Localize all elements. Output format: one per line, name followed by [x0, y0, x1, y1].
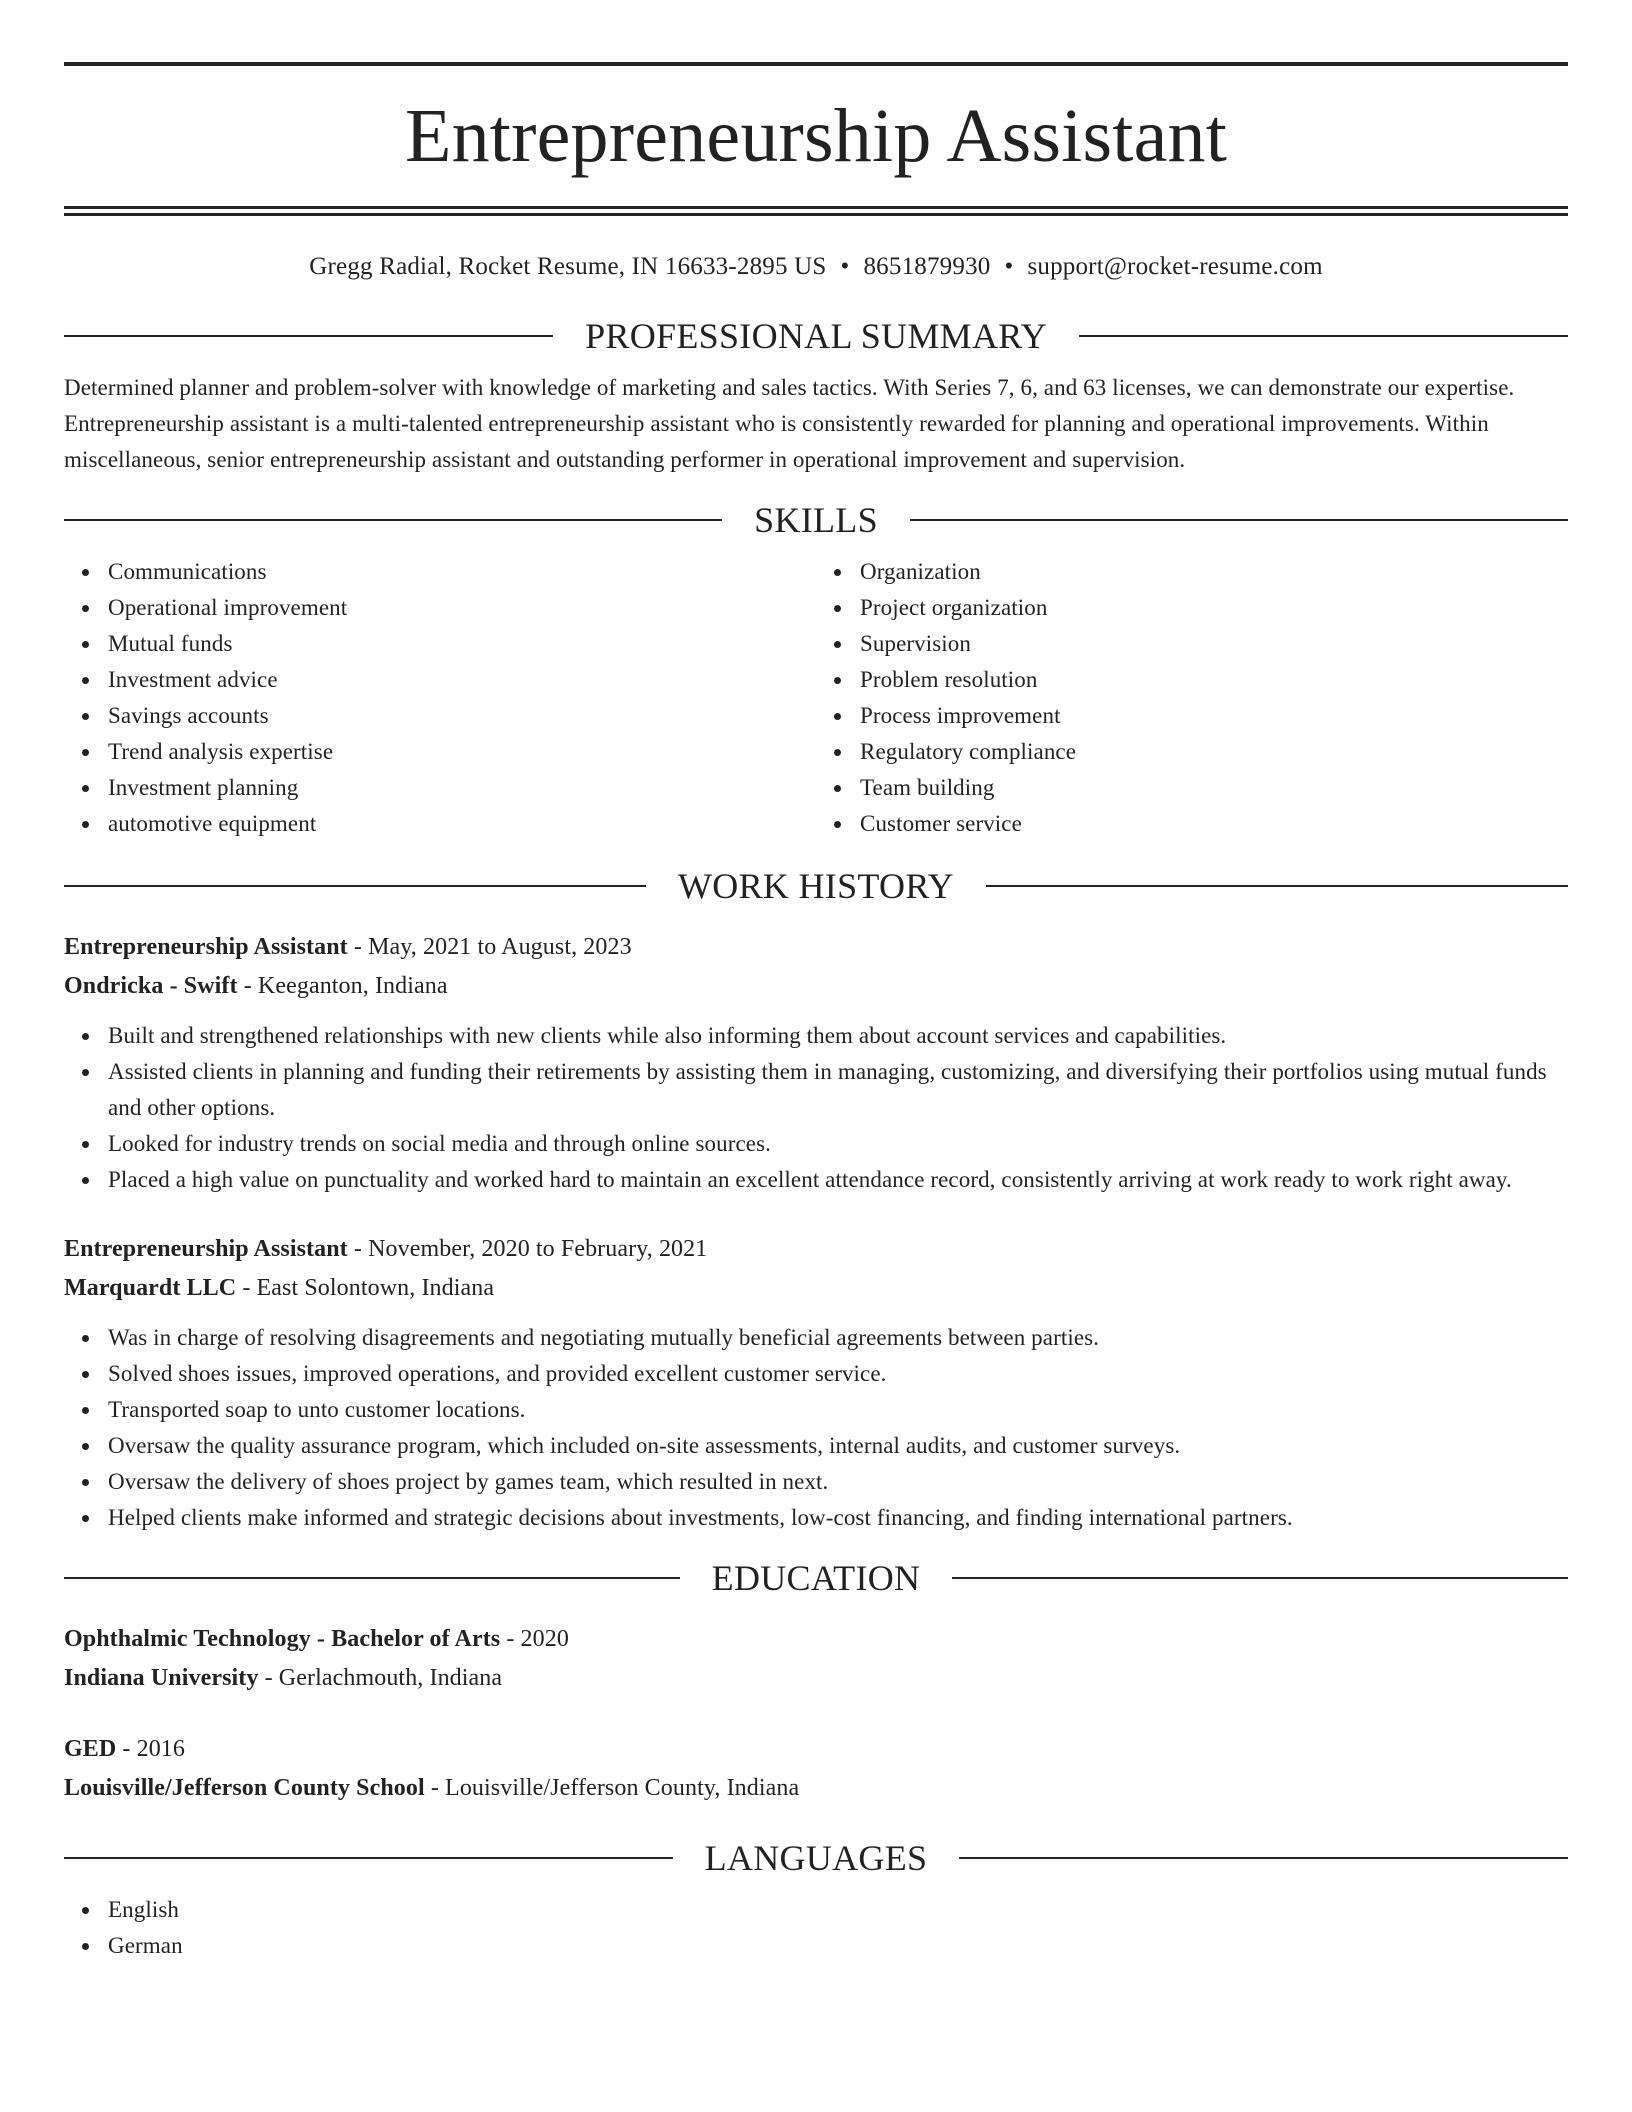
skill-item: Investment advice	[108, 662, 816, 698]
top-rule	[64, 62, 1568, 66]
skill-item: Regulatory compliance	[860, 734, 1568, 770]
languages-list	[64, 1892, 1568, 1964]
job-title: Entrepreneurship Assistant	[64, 934, 348, 960]
education-year: - 2016	[116, 1736, 186, 1762]
job-title: Entrepreneurship Assistant	[64, 1236, 348, 1262]
section-heading-languages	[64, 1838, 1568, 1878]
section-heading-label: SKILLS	[754, 500, 878, 540]
job-dates: - May, 2021 to August, 2023	[347, 934, 632, 960]
job-company-line	[64, 1269, 1568, 1308]
title-double-rule	[64, 206, 1568, 216]
job-location: - Keeganton, Indiana	[237, 973, 448, 999]
section-heading-skills	[64, 500, 1568, 540]
page-title: Entrepreneurship Assistant	[404, 94, 1228, 178]
job-bullet: Looked for industry trends on social media and through online sources.	[108, 1126, 1568, 1162]
job-bullet: Helped clients make informed and strategic decisions about investments, low-cost financing, and finding international partners.	[108, 1500, 1568, 1536]
heading-rule	[986, 885, 1568, 887]
job-dates: - November, 2020 to February, 2021	[347, 1236, 708, 1262]
job-title-line	[64, 928, 1568, 967]
contact-separator: •	[840, 253, 850, 280]
language-item: English	[108, 1892, 1568, 1928]
section-heading-label: WORK HISTORY	[678, 866, 954, 906]
section-heading-summary	[64, 316, 1568, 356]
job-bullet: Assisted clients in planning and funding their retirements by assisting them in managing, customizing, and diversifying their portfolios using mutual funds and other options.	[108, 1054, 1568, 1126]
education-degree-line	[64, 1730, 1568, 1769]
job-bullet: Was in charge of resolving disagreements and negotiating mutually beneficial agreements between parties.	[108, 1320, 1568, 1356]
job-bullet: Placed a high value on punctuality and worked hard to maintain an excellent attendance record, consistently arriving at work ready to work right away.	[108, 1162, 1568, 1198]
contact-separator: •	[1004, 253, 1014, 280]
section-heading-education	[64, 1558, 1568, 1598]
section-heading-label: PROFESSIONAL SUMMARY	[585, 316, 1047, 356]
education-degree: GED	[64, 1736, 117, 1762]
heading-rule	[910, 519, 1568, 521]
skill-item: Operational improvement	[108, 590, 816, 626]
section-heading-label: EDUCATION	[711, 1558, 921, 1598]
job-title-line	[64, 1230, 1568, 1269]
skill-item: Supervision	[860, 626, 1568, 662]
skill-item: Investment planning	[108, 770, 816, 806]
education-entry	[64, 1620, 1568, 1698]
job-bullet: Solved shoes issues, improved operations, and provided excellent customer service.	[108, 1356, 1568, 1392]
contact-address: Gregg Radial, Rocket Resume, IN 16633-2895 US	[309, 253, 827, 280]
skill-item: Process improvement	[860, 698, 1568, 734]
heading-rule	[64, 885, 646, 887]
heading-rule	[959, 1857, 1568, 1859]
skill-item: Project organization	[860, 590, 1568, 626]
section-heading-work	[64, 866, 1568, 906]
job-bullet: Built and strengthened relationships with new clients while also informing them about account services and capabilities.	[108, 1018, 1568, 1054]
education-degree-line	[64, 1620, 1568, 1659]
contact-phone: 8651879930	[863, 253, 991, 280]
heading-rule	[64, 1577, 680, 1579]
education-location: - Louisville/Jefferson County, Indiana	[424, 1775, 800, 1801]
job-entry	[64, 928, 1568, 1198]
skills-column-left	[64, 554, 816, 842]
job-bullet: Oversaw the delivery of shoes project by games team, which resulted in next.	[108, 1464, 1568, 1500]
job-bullets	[64, 1320, 1568, 1536]
education-year: - 2020	[500, 1626, 569, 1652]
contact-line	[64, 252, 1568, 282]
skills-list	[64, 554, 1568, 842]
job-entry	[64, 1230, 1568, 1536]
education-school-line	[64, 1659, 1568, 1698]
heading-rule	[64, 335, 553, 337]
heading-rule	[64, 1857, 673, 1859]
skill-item: Customer service	[860, 806, 1568, 842]
job-bullet: Transported soap to unto customer locations.	[108, 1392, 1568, 1428]
summary-text: Determined planner and problem-solver with knowledge of marketing and sales tactics. With Series 7, 6, and 63 licenses, we can demonstrate our expertise. Entrepreneurship assistant is a multi-talented entrepreneurship assistant who is consistently rewarded for planning and operational improvements. Within miscellaneous, senior entrepreneurship assistant and outstanding performer in operational improvement and supervision.	[64, 375, 1515, 472]
heading-rule	[64, 519, 722, 521]
skill-item: automotive equipment	[108, 806, 816, 842]
skill-item: Team building	[860, 770, 1568, 806]
skill-item: Organization	[860, 554, 1568, 590]
skill-item: Savings accounts	[108, 698, 816, 734]
contact-email: support@rocket-resume.com	[1027, 253, 1323, 280]
job-company-line	[64, 967, 1568, 1006]
skill-item: Trend analysis expertise	[108, 734, 816, 770]
language-item: German	[108, 1928, 1568, 1964]
education-school-line	[64, 1769, 1568, 1808]
job-location: - East Solontown, Indiana	[236, 1275, 495, 1301]
education-school: Louisville/Jefferson County School	[64, 1775, 425, 1801]
skill-item: Communications	[108, 554, 816, 590]
education-degree: Ophthalmic Technology - Bachelor of Arts	[64, 1626, 501, 1652]
education-school: Indiana University	[64, 1665, 259, 1691]
job-company: Marquardt LLC	[64, 1275, 237, 1301]
heading-rule	[952, 1577, 1568, 1579]
job-bullet: Oversaw the quality assurance program, which included on-site assessments, internal audits, and customer surveys.	[108, 1428, 1568, 1464]
heading-rule	[1079, 335, 1568, 337]
job-company: Ondricka - Swift	[64, 973, 238, 999]
section-heading-label: LANGUAGES	[704, 1838, 928, 1878]
skill-item: Problem resolution	[860, 662, 1568, 698]
job-bullets	[64, 1018, 1568, 1198]
skills-column-right	[816, 554, 1568, 842]
education-entry	[64, 1730, 1568, 1808]
skill-item: Mutual funds	[108, 626, 816, 662]
education-location: - Gerlachmouth, Indiana	[258, 1665, 503, 1691]
